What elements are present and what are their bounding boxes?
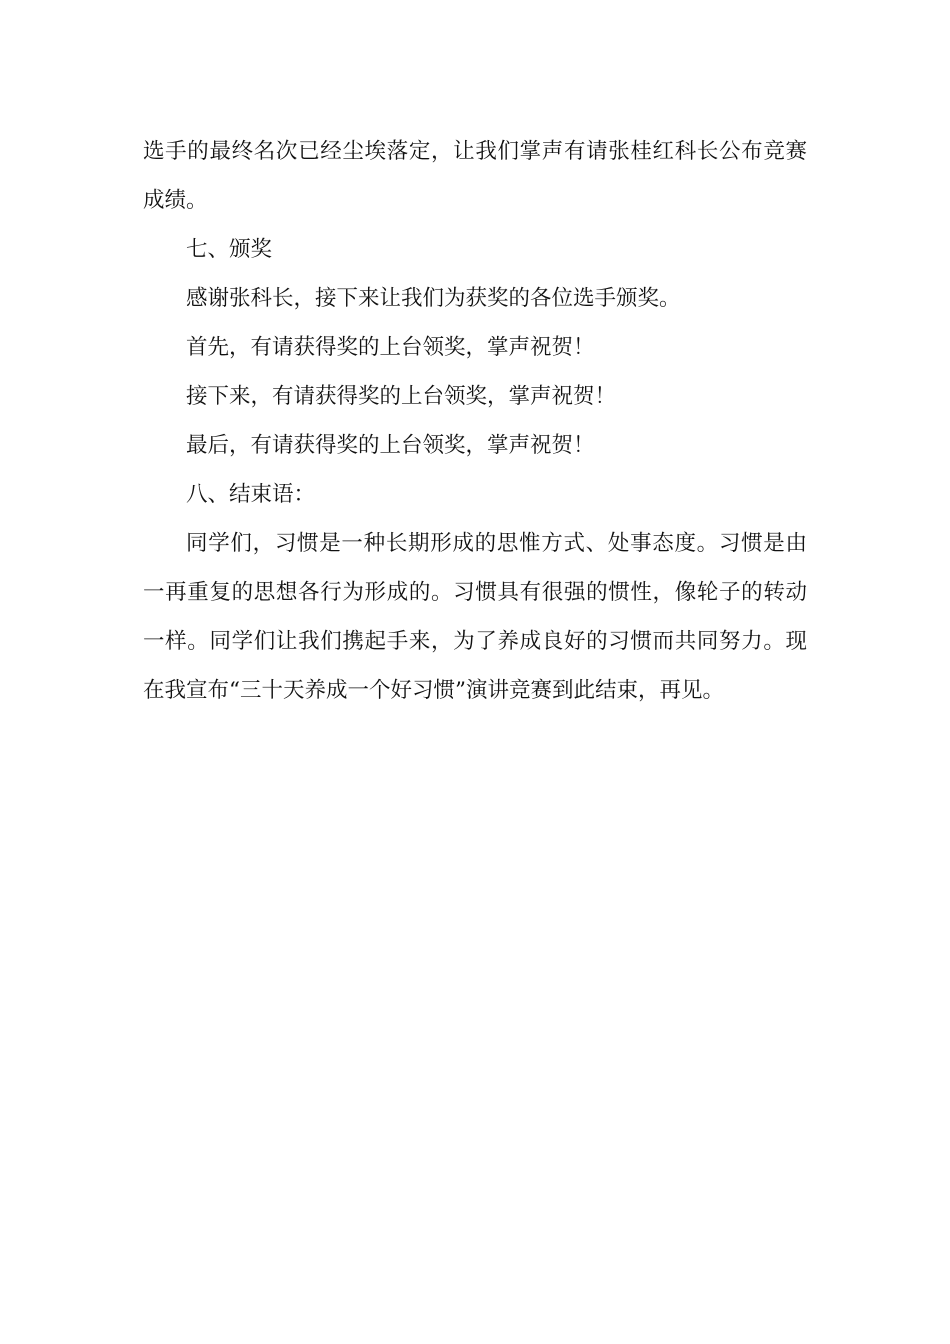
- paragraph-closing-speech: 同学们，习惯是一种长期形成的思惟方式、处事态度。习惯是由一再重复的思想各行为形成的。习惯具有很强的惯性，像轮子的转动一样。同学们让我们携起手来，为了养成良好的习惯而共同努力。现在我宣布“三十天养成一个好习惯”演讲竞赛到此结束，再见。: [143, 531, 807, 703]
- heading-awards: 七、颁奖: [186, 237, 273, 262]
- paragraph-last-award: 最后，有请获得奖的上台领奖，掌声祝贺！: [186, 433, 595, 458]
- heading-closing: 八、结束语：: [186, 482, 316, 507]
- paragraph-thanks: 感谢张科长，接下来让我们为获奖的各位选手颁奖。: [186, 286, 681, 311]
- paragraph-first-award: 首先，有请获得奖的上台领奖，掌声祝贺！: [186, 335, 595, 360]
- paragraph-next-award: 接下来，有请获得奖的上台领奖，掌声祝贺！: [186, 384, 617, 409]
- document-body: [143, 127, 807, 715]
- paragraph-continuation: 选手的最终名次已经尘埃落定，让我们掌声有请张桂红科长公布竞赛成绩。: [143, 139, 807, 213]
